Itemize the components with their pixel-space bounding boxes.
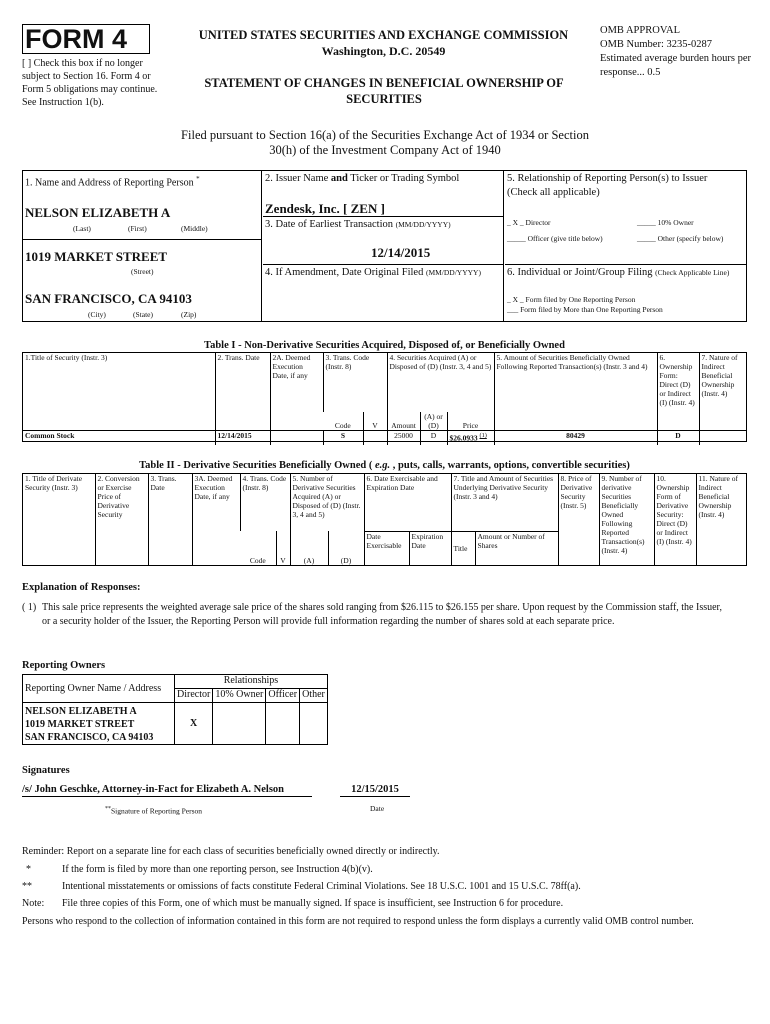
box3-label-small: (MM/DD/YYYY) xyxy=(395,220,451,229)
rel-officer: _____ Officer (give title below) xyxy=(507,234,603,243)
t2-h11: 11. Nature of Indirect Beneficial Ownership (Instr. 4) xyxy=(696,474,746,565)
t2-h9: 9. Number of derivative Securities Beneficially Owned Following Reported Transaction(s) (Instr. 4) xyxy=(599,474,654,565)
t2-title-eg: e.g. xyxy=(374,460,391,471)
t1-sub-amount: Amount xyxy=(387,412,420,431)
explanation-num: ( 1) xyxy=(22,602,37,613)
box5-sub: (Check all applicable) xyxy=(507,187,600,198)
box5-label: 5. Relationship of Reporting Person(s) to Issuer xyxy=(507,173,708,184)
t1-row-amount: 25000 xyxy=(387,431,420,445)
box6-label-small: (Check Applicable Line) xyxy=(655,268,730,277)
signature-label-text: Signature of Reporting Person xyxy=(111,806,203,816)
t2-h7: 7. Title and Amount of Securities Underlying Derivative Security (Instr. 3 and 4) xyxy=(451,474,558,531)
earliest-transaction-date: 12/14/2015 xyxy=(371,245,431,260)
t1-row-title: Common Stock xyxy=(25,431,75,440)
omb-number: OMB Number: 3235-0287 xyxy=(600,39,712,50)
footnote-note-text: File three copies of this Form, one of which must be manually signed. If space is insufficient, see Instruction 6 for procedure. xyxy=(62,898,564,909)
omb-control-notice: Persons who respond to the collection of information contained in this form are not required to respond unless the form displays a currently valid OMB control number. xyxy=(22,916,694,927)
signature-marker: ** xyxy=(105,806,111,812)
owners-col-name: Reporting Owner Name / Address xyxy=(23,675,175,703)
t2-h8: 8. Price of Derivative Security (Instr. 5) xyxy=(558,474,599,565)
agency-location: Washington, D.C. 20549 xyxy=(321,44,446,58)
box6-filing xyxy=(505,265,746,321)
reminder-text: Reminder: Report on a separate line for each class of securities beneficially owned directly or indirectly. xyxy=(22,846,440,857)
owner-dir: X xyxy=(175,703,213,745)
t1-h6: 6. Ownership Form: Direct (D) or Indirect (I) (Instr. 4) xyxy=(657,353,699,431)
t1-sub-price: Price xyxy=(447,412,494,431)
t1-h7: 7. Nature of Indirect Beneficial Ownership (Instr. 4) xyxy=(699,353,746,431)
owners-col-oth: Other xyxy=(300,689,328,703)
owners-col-dir: Director xyxy=(175,689,213,703)
t2-h6: 6. Date Exercisable and Expiration Date xyxy=(364,474,451,531)
signatures-heading: Signatures xyxy=(22,765,70,776)
omb-burden: Estimated average burden hours per response... 0.5 xyxy=(600,53,752,78)
box4-amendment xyxy=(263,265,504,321)
rel-other: _____ Other (specify below) xyxy=(637,234,724,243)
owners-col-off: Officer xyxy=(266,689,300,703)
statement-title: STATEMENT OF CHANGES IN BENEFICIAL OWNERSHIP OF SECURITIES xyxy=(204,76,564,106)
table2 xyxy=(22,473,747,566)
box6-label-text: 6. Individual or Joint/Group Filing xyxy=(507,267,653,278)
t1-row-nature xyxy=(699,431,746,445)
owner-city: SAN FRANCISCO, CA 94103 xyxy=(25,732,154,743)
t2-title-pre: Table II - Derivative Securities Beneficially Owned ( xyxy=(139,460,375,471)
box2-label-and: and xyxy=(330,173,348,184)
t2-sub-v: V xyxy=(276,531,290,565)
footnote-star1-text: If the form is filed by more than one reporting person, see Instruction 4(b)(v). xyxy=(62,864,373,875)
t2-h4: 4. Trans. Code (Instr. 8) xyxy=(240,474,290,531)
owner-10 xyxy=(213,703,266,745)
rel-ten-pct: _____ 10% Owner xyxy=(637,218,694,227)
box1-marker: * xyxy=(196,175,200,183)
box2-label xyxy=(265,173,459,184)
t2-h3a: 3A. Deemed Execution Date, if any xyxy=(192,474,240,565)
footnote-star2: ** xyxy=(22,881,32,892)
box4-label xyxy=(265,267,481,278)
explanation-text: This sale price represents the weighted average sale price of the shares sold ranging from $26.115 to $26.155 per share. Upon request by the Commission staff, the Issuer, or a security holder of the Issuer, the Reporting Person will provide full information regarding the number of shares sold at each separate price. xyxy=(42,602,722,627)
t1-row-deemed xyxy=(270,431,323,445)
t1-row-aord: D xyxy=(420,431,447,445)
t1-row-form: D xyxy=(657,431,699,445)
box4-label-small: (MM/DD/YYYY) xyxy=(425,268,481,277)
t2-h5: 5. Number of Derivative Securities Acquired (A) or Disposed of (D) (Instr. 3, 4 and 5) xyxy=(290,474,364,531)
box3-label-text: 3. Date of Earliest Transaction xyxy=(265,219,394,230)
t1-sub-code: Code xyxy=(334,421,351,430)
t2-h1: 1. Title of Derivate Security (Instr. 3) xyxy=(25,474,83,492)
table-row xyxy=(23,703,328,745)
owner-street: 1019 MARKET STREET xyxy=(25,719,135,730)
t2-h3: 3. Trans. Date xyxy=(148,474,192,565)
filed-pursuant: Filed pursuant to Section 16(a) of the Securities Exchange Act of 1934 or Section 30(h) of the Investment Company Act of 1940 xyxy=(181,128,589,157)
label-zip: (Zip) xyxy=(181,310,197,319)
t2-sub-ed: Expiration Date xyxy=(409,531,451,565)
t1-row-price-cell xyxy=(447,431,494,445)
omb-approval-label: OMB APPROVAL xyxy=(600,25,681,36)
filing-more: ___ Form filed by More than One Reporting Person xyxy=(507,305,663,314)
t2-h10: 10. Ownership Form of Derivative Security: Direct (D) or Indirect (I) (Instr. 4) xyxy=(654,474,696,565)
table1-grid xyxy=(23,353,746,445)
t1-h2a: 2A. Deemed Execution Date, if any xyxy=(270,353,323,431)
t1-row-date: 12/14/2015 xyxy=(215,431,270,445)
box1-name-address xyxy=(23,171,262,321)
owners-heading: Reporting Owners xyxy=(22,660,106,671)
t1-sub-aord: (A) or (D) xyxy=(420,412,447,431)
box2-label-post: Ticker or Trading Symbol xyxy=(347,173,460,184)
owners-col-10: 10% Owner xyxy=(213,689,266,703)
table2-grid xyxy=(23,474,746,565)
reporting-person-city: SAN FRANCISCO, CA 94103 xyxy=(25,291,192,306)
t1-row-code: S xyxy=(323,431,363,445)
owner-address xyxy=(23,703,175,745)
table1 xyxy=(22,352,747,442)
box6-label xyxy=(507,267,729,278)
reporting-person-name: NELSON ELIZABETH A xyxy=(25,205,171,220)
t2-sub-code: Code xyxy=(249,556,266,565)
t2-sub-a: (A) xyxy=(290,531,328,565)
t2-sub-amt: Amount or Number of Shares xyxy=(475,531,558,565)
table-row xyxy=(23,431,746,445)
t1-sub-v: V xyxy=(363,412,387,431)
box1-label-text: 1. Name and Address of Reporting Person xyxy=(25,177,194,189)
owner-off xyxy=(266,703,300,745)
box5-relationship xyxy=(505,171,746,265)
box2-label-pre: 2. Issuer Name xyxy=(265,173,331,184)
t1-h4: 4. Securities Acquired (A) or Disposed of (D) (Instr. 3, 4 and 5) xyxy=(387,353,494,412)
t1-h2: 2. Trans. Date xyxy=(215,353,270,431)
footnote-star2-text: Intentional misstatements or omissions of facts constitute Federal Criminal Violations. See 18 U.S.C. 1001 and 15 U.S.C. 78ff(a). xyxy=(62,881,581,892)
label-city: (City) xyxy=(88,310,106,319)
label-first: (First) xyxy=(128,224,147,233)
t2-sub-title: Title xyxy=(451,531,475,565)
t2-h2: 2. Conversion or Exercise Price of Derivative Security xyxy=(95,474,148,565)
omb-approval xyxy=(600,24,760,80)
owners-col-rel: Relationships xyxy=(175,675,328,689)
rel-director: _ X _ Director xyxy=(507,218,551,227)
reporting-person-street: 1019 MARKET STREET xyxy=(25,249,168,264)
footnote-note: Note: xyxy=(22,898,45,909)
t1-row-price: $26.0933 xyxy=(449,433,478,443)
label-street: (Street) xyxy=(131,267,154,276)
footnote-link[interactable]: (1) xyxy=(479,432,487,439)
signature-label xyxy=(105,805,202,816)
owner-oth xyxy=(300,703,328,745)
table2-title xyxy=(22,460,747,471)
box3-earliest-transaction xyxy=(263,217,504,265)
box2-issuer xyxy=(263,171,504,217)
form-title: FORM 4 xyxy=(25,24,128,54)
box4-label-text: 4. If Amendment, Date Original Filed xyxy=(265,267,424,278)
owners-table xyxy=(22,674,328,745)
check-box-text: [ ] Check this box if no longer subject to Section 16. Form 4 or Form 5 obligations may continue. See Instruction 1(b). xyxy=(22,58,158,108)
t2-sub-d: (D) xyxy=(328,531,364,565)
explanation-heading: Explanation of Responses: xyxy=(22,582,141,593)
t1-h5: 5. Amount of Securities Beneficially Owned Following Reported Transaction(s) (Instr. 3 and 4) xyxy=(494,353,657,431)
t2-title-post: , puts, calls, warrants, options, convertible securities) xyxy=(390,460,630,471)
reporting-info-boxes xyxy=(22,170,747,322)
t1-row-owned: 80429 xyxy=(494,431,657,445)
date-label: Date xyxy=(370,804,385,813)
owner-name: NELSON ELIZABETH A xyxy=(25,706,137,717)
label-state: (State) xyxy=(133,310,153,319)
agency-name: UNITED STATES SECURITIES AND EXCHANGE COMMISSION xyxy=(198,28,569,42)
signature-date: 12/15/2015 xyxy=(340,784,410,797)
t2-sub-de: Date Exercisable xyxy=(364,531,409,565)
form-title-box xyxy=(22,24,150,54)
label-last: (Last) xyxy=(73,224,91,233)
filing-one: _ X _ Form filed by One Reporting Person xyxy=(507,295,636,304)
box1-sep1 xyxy=(23,239,262,240)
footnote-star1: * xyxy=(26,864,31,875)
table1-title: Table I - Non-Derivative Securities Acquired, Disposed of, or Beneficially Owned xyxy=(204,340,565,351)
signer-name: /s/ John Geschke, Attorney-in-Fact for Elizabeth A. Nelson xyxy=(22,784,312,797)
label-middle: (Middle) xyxy=(181,224,208,233)
t1-h3: 3. Trans. Code (Instr. 8) xyxy=(323,353,387,412)
box3-label xyxy=(265,219,451,230)
t1-row-v xyxy=(363,431,387,445)
t1-h1: 1.Title of Security (Instr. 3) xyxy=(25,353,108,362)
issuer-name: Zendesk, Inc. [ ZEN ] xyxy=(265,201,385,216)
box1-label xyxy=(25,175,200,188)
